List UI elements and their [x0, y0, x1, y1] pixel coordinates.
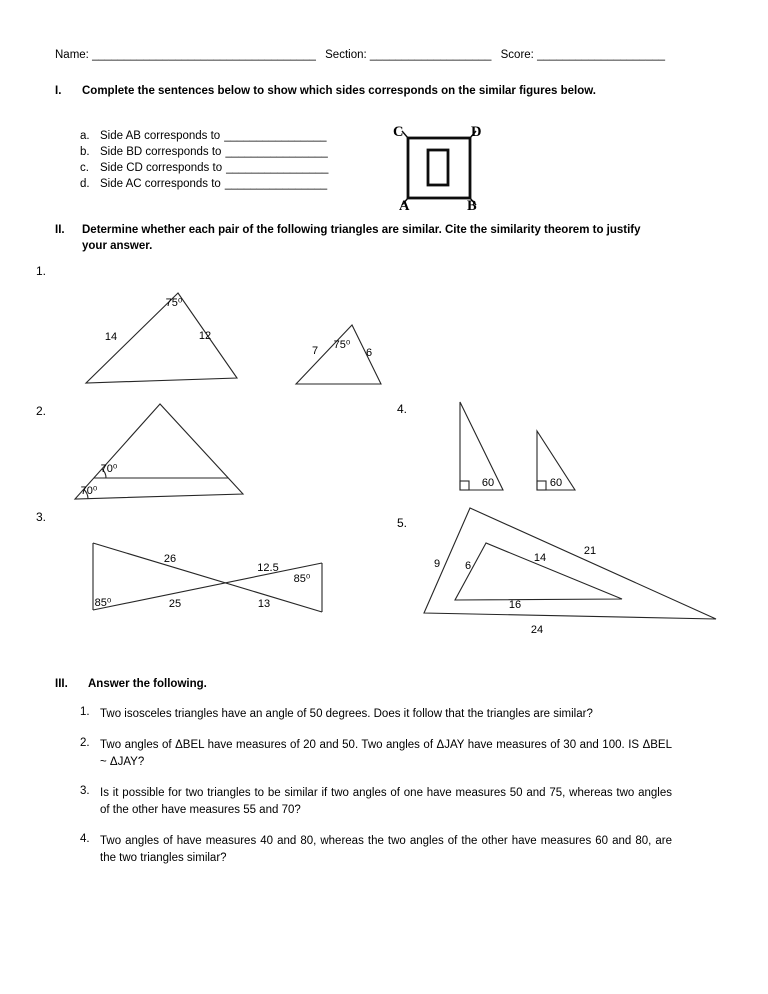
- side-label: 12.5: [257, 562, 279, 574]
- section1-title: Complete the sentences below to show which sides corresponds on the similar figures below.: [82, 85, 596, 97]
- question-number: 4.: [80, 833, 90, 845]
- problem-number-4: 4.: [397, 402, 408, 416]
- vertex-label-a: A: [399, 198, 410, 214]
- side-label: 7: [311, 345, 319, 357]
- outer-rectangle: [408, 138, 470, 198]
- score-blank-line: ____________________: [537, 49, 666, 61]
- vertex-label-d: D: [471, 124, 482, 140]
- problem-number-1: 1.: [36, 264, 47, 278]
- side-label: 16: [508, 599, 522, 611]
- name-blank-line: ___________________________________: [92, 49, 316, 61]
- right-angle-mark: [537, 481, 546, 490]
- section3-questions: [80, 706, 675, 881]
- triangle-outline: [75, 404, 243, 499]
- problem2-figure: [60, 395, 260, 507]
- section2-heading: [55, 222, 703, 254]
- question-text: Two isosceles triangles have an angle of 50 degrees. Does it follow that the triangles are similar?: [100, 708, 593, 720]
- side-label: 26: [163, 553, 177, 565]
- section3-title: Answer the following.: [88, 678, 207, 690]
- vertex-label-b: B: [467, 198, 477, 214]
- angle-label: 75⁰: [333, 339, 351, 351]
- angle-label: 60: [549, 477, 563, 489]
- item-letter: c.: [80, 162, 89, 174]
- side-label: 21: [583, 545, 597, 557]
- question-item: [80, 737, 675, 771]
- section-label: Section:: [325, 49, 367, 61]
- problem-number-5: 5.: [397, 516, 408, 530]
- item-blank-line: ________________: [226, 162, 329, 174]
- item-blank-line: ________________: [224, 130, 327, 142]
- header-row: [55, 49, 665, 61]
- list-item: [80, 144, 328, 160]
- item-text: Side AB corresponds to: [100, 130, 221, 142]
- item-letter: a.: [80, 130, 90, 142]
- list-item: [80, 160, 328, 176]
- list-item: [80, 128, 328, 144]
- problem-number-3: 3.: [36, 510, 47, 524]
- question-item: [80, 833, 675, 867]
- crossing-segment: [93, 543, 322, 612]
- side-label: 9: [433, 558, 441, 570]
- side-label: 6: [464, 560, 472, 572]
- list-item: [80, 176, 328, 192]
- section1-numeral: I.: [55, 85, 62, 97]
- score-label: Score:: [500, 49, 534, 61]
- question-item: [80, 785, 675, 819]
- vertex-label-c: C: [393, 124, 404, 140]
- inner-rectangle: [428, 150, 448, 185]
- item-text: Side BD corresponds to: [100, 146, 222, 158]
- name-label: Name:: [55, 49, 89, 61]
- angle-label: 60: [481, 477, 495, 489]
- question-number: 2.: [80, 737, 90, 749]
- question-text: Is it possible for two triangles to be similar if two angles of one have measures 50 and 75, whereas two angles of the other have measures 55 and 70?: [100, 787, 672, 816]
- angle-label: 70⁰: [80, 485, 98, 497]
- side-label: 14: [104, 331, 118, 343]
- crossing-segment: [93, 563, 322, 610]
- question-text: Two angles of ΔBEL have measures of 20 and 50. Two angles of ΔJAY have measures of 30 and 100. IS ΔBEL ~ ΔJAY?: [100, 739, 672, 768]
- question-number: 1.: [80, 706, 90, 718]
- section1-items: [80, 128, 328, 192]
- item-letter: d.: [80, 178, 90, 190]
- side-label: 24: [530, 624, 544, 636]
- item-blank-line: ________________: [225, 146, 328, 158]
- problem4-figure: [440, 395, 600, 497]
- side-label: 25: [168, 598, 182, 610]
- item-text: Side AC corresponds to: [100, 178, 221, 190]
- side-label: 12: [198, 330, 212, 342]
- angle-label: 85⁰: [94, 597, 112, 609]
- problem1-figure: [60, 280, 400, 395]
- question-number: 3.: [80, 785, 90, 797]
- right-angle-mark: [460, 481, 469, 490]
- similar-rectangles-figure: [390, 120, 490, 212]
- side-label: 14: [533, 552, 547, 564]
- question-item: [80, 706, 675, 723]
- angle-label: 85⁰: [293, 573, 311, 585]
- side-label: 6: [365, 347, 373, 359]
- section3-numeral: III.: [55, 678, 68, 690]
- side-label: 13: [257, 598, 271, 610]
- problem3-figure: [85, 535, 335, 620]
- section2-numeral: II.: [55, 224, 65, 236]
- item-blank-line: ________________: [224, 178, 328, 190]
- question-text: Two angles of have measures 40 and 80, whereas the two angles of the other have measures 60 and 80, are the two triangles similar?: [100, 835, 672, 864]
- problem5-figure: [415, 500, 725, 640]
- item-letter: b.: [80, 146, 90, 158]
- problem-number-2: 2.: [36, 404, 47, 418]
- item-text: Side CD corresponds to: [100, 162, 223, 174]
- section1-heading: [55, 83, 695, 99]
- section-blank-line: ___________________: [369, 49, 492, 61]
- section3-heading: [55, 676, 455, 692]
- angle-label: 70⁰: [100, 463, 118, 475]
- section2-title: Determine whether each pair of the following triangles are similar. Cite the similarity theorem to justify your answer.: [82, 224, 641, 252]
- angle-label: 75⁰: [165, 297, 183, 309]
